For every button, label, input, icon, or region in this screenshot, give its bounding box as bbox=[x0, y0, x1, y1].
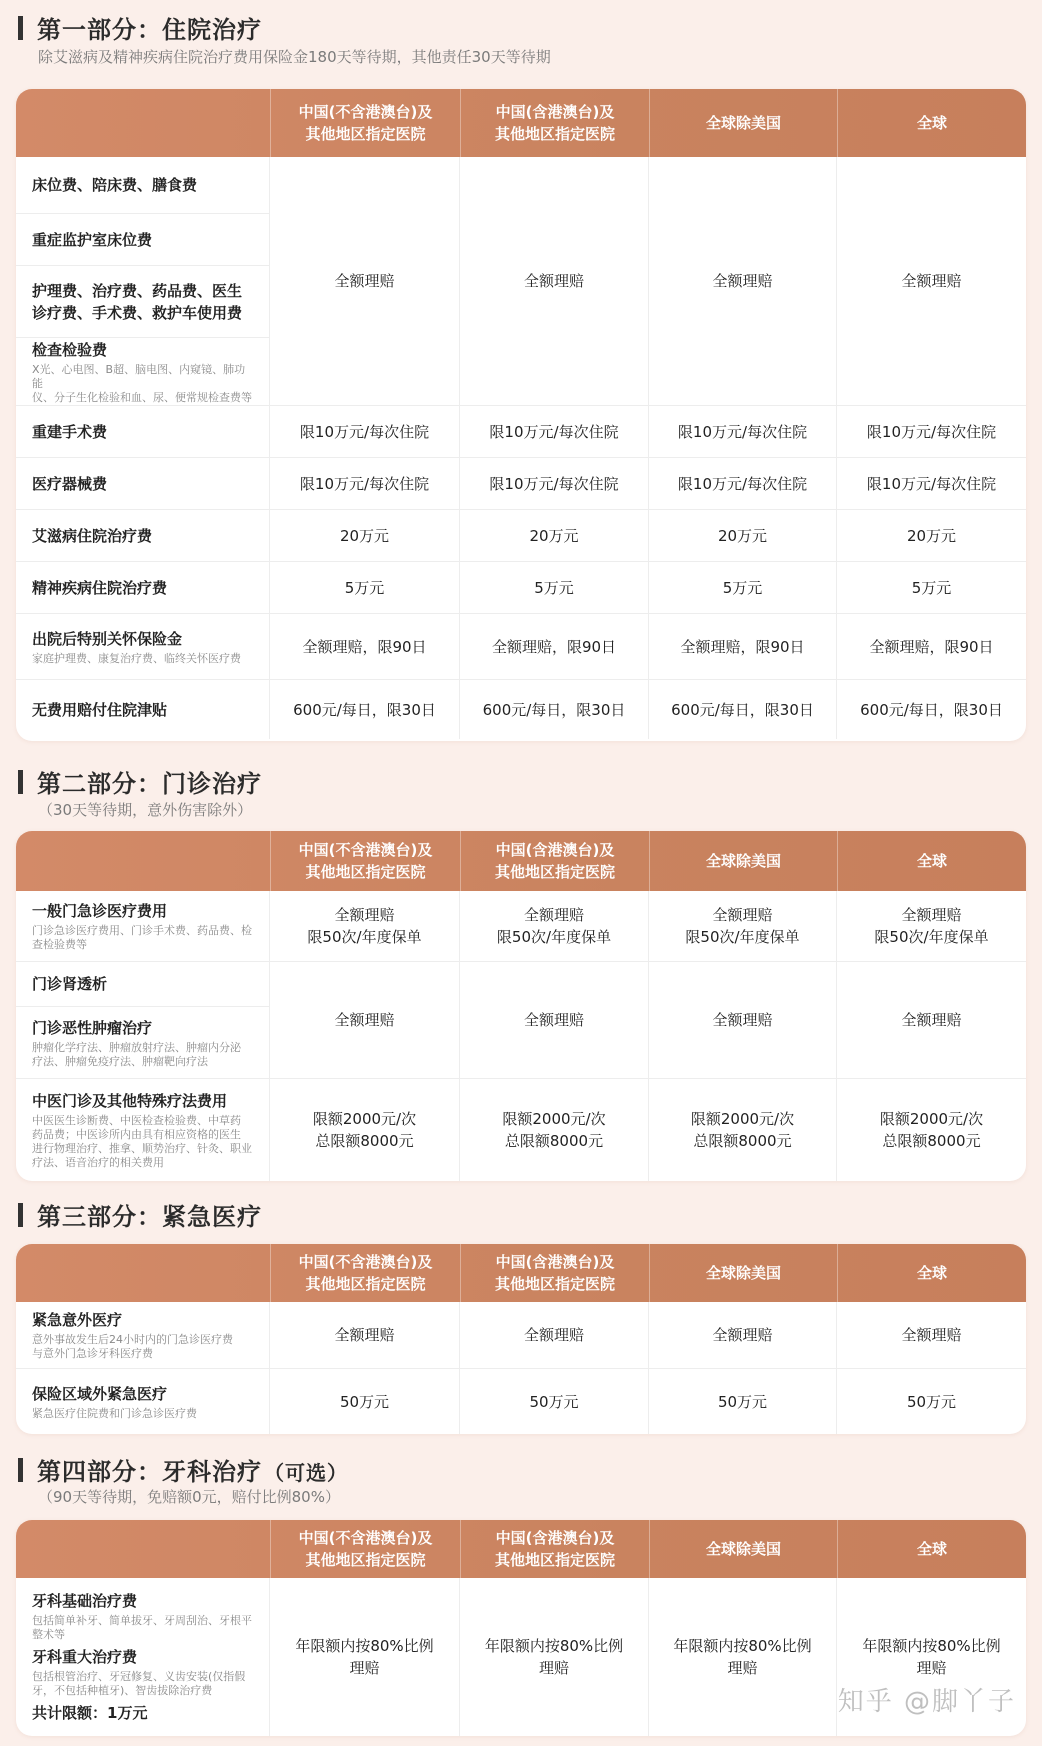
value-cell: 全额理赔 限50次/年度保单 bbox=[874, 906, 989, 946]
row-name: 重建手术费 bbox=[32, 422, 108, 441]
value-cell: 600元/每日，限30日 bbox=[460, 680, 649, 739]
value-cell: 限10万元/每次住院 bbox=[866, 422, 997, 441]
value-cell: 限10万元/每次住院 bbox=[866, 474, 997, 493]
row-name: 保险区域外紧急医疗 bbox=[32, 1384, 168, 1403]
row-name: 无费用赔付住院津贴 bbox=[32, 700, 168, 719]
value-cell: 5万元 bbox=[649, 562, 837, 613]
title-bar bbox=[18, 16, 23, 40]
section3-title-text: 第三部分：紧急医疗 bbox=[37, 1203, 262, 1231]
value-cell: 全额理赔 bbox=[270, 962, 460, 1078]
table-row bbox=[16, 1368, 1026, 1434]
header-col-2: 中国(含港澳台)及 其他地区指定医院 bbox=[460, 1244, 649, 1302]
section1-table bbox=[16, 89, 1026, 741]
row-desc: 意外事故发生后24小时内的门急诊医疗费 与意外门急诊牙科医疗费 bbox=[32, 1333, 233, 1360]
header-col-4: 全球 bbox=[837, 1244, 1026, 1302]
row-desc: 紧急医疗住院费和门诊急诊医疗费 bbox=[32, 1406, 197, 1420]
table-header bbox=[16, 1244, 1026, 1302]
row-desc: X光、心电图、B超、脑电图、内窥镜、肺功能 仪、分子生化检验和血、尿、便常规检查费等 bbox=[32, 362, 252, 404]
value-cell: 全额理赔 bbox=[270, 157, 460, 405]
header-col-4: 全球 bbox=[837, 89, 1026, 157]
section4-title bbox=[18, 1452, 348, 1487]
value-cell: 全额理赔 限50次/年度保单 bbox=[649, 891, 837, 961]
table-header bbox=[16, 1520, 1026, 1578]
header-col-1: 中国(不含港澳台)及 其他地区指定医院 bbox=[270, 89, 460, 157]
title-bar bbox=[18, 770, 23, 794]
value-cell: 20万元 bbox=[649, 510, 837, 561]
row-name: 艾滋病住院治疗费 bbox=[32, 526, 153, 545]
row-label bbox=[16, 1006, 269, 1078]
value-cell: 全额理赔，限90日 bbox=[869, 637, 994, 656]
value-cell: 全额理赔 bbox=[649, 157, 837, 405]
row-name: 中医门诊及其他特殊疗法费用 bbox=[32, 1092, 228, 1110]
value-cell: 限额2000元/次 总限额8000元 bbox=[879, 1110, 984, 1150]
value-cell: 全额理赔 bbox=[649, 962, 837, 1078]
value-cell: 全额理赔 bbox=[901, 1326, 962, 1344]
table-row bbox=[16, 1302, 1026, 1368]
section3-table bbox=[16, 1244, 1026, 1434]
value-cell: 50万元 bbox=[649, 1369, 837, 1434]
value-cell: 600元/每日，限30日 bbox=[860, 700, 1003, 719]
group-row-inpatient bbox=[16, 157, 1026, 405]
row-desc: 家庭护理费、康复治疗费、临终关怀医疗费 bbox=[32, 651, 241, 665]
value-cell: 限10万元/每次住院 bbox=[270, 406, 460, 457]
section2-table bbox=[16, 831, 1026, 1181]
value-cell: 全额理赔 bbox=[901, 272, 962, 290]
header-col-2: 中国(含港澳台)及 其他地区指定医院 bbox=[460, 89, 649, 157]
row-label bbox=[16, 265, 269, 337]
row-desc: 包括简单补牙、简单拔牙、牙周刮治、牙根平 整术等 bbox=[32, 1614, 252, 1641]
row-name: 紧急意外医疗 bbox=[32, 1311, 123, 1329]
value-cell: 全额理赔 bbox=[649, 1302, 837, 1368]
table-row bbox=[16, 613, 1026, 679]
section1-title-text: 第一部分：住院治疗 bbox=[37, 16, 262, 44]
row-name: 精神疾病住院治疗费 bbox=[32, 578, 168, 597]
value-cell: 限10万元/每次住院 bbox=[460, 406, 649, 457]
section4-subtitle: （90天等待期，免赔额0元，赔付比例80%） bbox=[38, 1488, 340, 1506]
row-name: 医疗器械费 bbox=[32, 474, 108, 493]
title-bar bbox=[18, 1458, 23, 1482]
dental-total-limit: 共计限额：1万元 bbox=[32, 1704, 148, 1722]
table-header bbox=[16, 831, 1026, 891]
row-name: 检查检验费 bbox=[32, 340, 108, 359]
row-label bbox=[16, 157, 269, 213]
row-label bbox=[16, 213, 269, 265]
table-row bbox=[16, 679, 1026, 739]
value-cell: 20万元 bbox=[270, 510, 460, 561]
row-desc: 门诊急诊医疗费用、门诊手术费、药品费、检 查检验费等 bbox=[32, 924, 252, 951]
value-cell: 限10万元/每次住院 bbox=[649, 406, 837, 457]
value-cell: 全额理赔，限90日 bbox=[649, 614, 837, 679]
table-row bbox=[16, 457, 1026, 509]
row-desc: 肿瘤化学疗法、肿瘤放射疗法、肿瘤内分泌 疗法、肿瘤免疫疗法、肿瘤靶向疗法 bbox=[32, 1040, 241, 1068]
table-row bbox=[16, 405, 1026, 457]
section1-title bbox=[18, 10, 262, 45]
row-desc: 包括根管治疗、牙冠修复、义齿安装(仅指假 牙，不包括种植牙)、智齿拔除治疗费 bbox=[32, 1670, 246, 1697]
row-label bbox=[16, 337, 269, 405]
value-cell: 年限额内按80%比例 理赔 bbox=[862, 1637, 1001, 1677]
value-cell: 50万元 bbox=[270, 1369, 460, 1434]
value-cell: 全额理赔，限90日 bbox=[460, 614, 649, 679]
header-col-3: 全球除美国 bbox=[649, 89, 837, 157]
row-name: 床位费、陪床费、膳食费 bbox=[32, 176, 198, 194]
row-name: 出院后特别关怀保险金 bbox=[32, 629, 183, 648]
section4-title-optional: （可选） bbox=[264, 1461, 348, 1485]
watermark: 知乎 @脚丫子 bbox=[837, 1687, 1016, 1717]
section2-title-text: 第二部分：门诊治疗 bbox=[37, 770, 262, 798]
value-cell: 限额2000元/次 总限额8000元 bbox=[270, 1079, 460, 1181]
header-col-2: 中国(含港澳台)及 其他地区指定医院 bbox=[460, 831, 649, 891]
value-cell: 全额理赔 限50次/年度保单 bbox=[270, 891, 460, 961]
value-cell: 全额理赔 bbox=[460, 1302, 649, 1368]
header-blank bbox=[16, 1244, 270, 1302]
value-cell: 全额理赔 bbox=[901, 1011, 962, 1029]
row-name: 护理费、治疗费、药品费、医生 诊疗费、手术费、救护车使用费 bbox=[32, 281, 243, 322]
value-cell: 5万元 bbox=[911, 578, 952, 597]
value-cell: 20万元 bbox=[906, 526, 957, 545]
header-blank bbox=[16, 1520, 270, 1578]
header-col-1: 中国(不含港澳台)及 其他地区指定医院 bbox=[270, 1244, 460, 1302]
value-cell: 年限额内按80%比例 理赔 bbox=[270, 1578, 460, 1736]
row-label bbox=[16, 962, 269, 1006]
header-col-4: 全球 bbox=[837, 1520, 1026, 1578]
value-cell: 全额理赔 bbox=[270, 1302, 460, 1368]
value-cell: 50万元 bbox=[460, 1369, 649, 1434]
header-blank bbox=[16, 89, 270, 157]
value-cell: 5万元 bbox=[460, 562, 649, 613]
value-cell: 限额2000元/次 总限额8000元 bbox=[460, 1079, 649, 1181]
header-col-4: 全球 bbox=[837, 831, 1026, 891]
value-cell: 5万元 bbox=[270, 562, 460, 613]
section3-title bbox=[18, 1197, 262, 1232]
header-col-3: 全球除美国 bbox=[649, 1520, 837, 1578]
table-header bbox=[16, 89, 1026, 157]
row-name: 牙科重大治疗费 bbox=[32, 1648, 138, 1666]
value-cell: 600元/每日，限30日 bbox=[270, 680, 460, 739]
table-row bbox=[16, 891, 1026, 961]
header-blank bbox=[16, 831, 270, 891]
header-col-2: 中国(含港澳台)及 其他地区指定医院 bbox=[460, 1520, 649, 1578]
section2-subtitle: （30天等待期，意外伤害除外） bbox=[38, 801, 253, 819]
row-name: 门诊恶性肿瘤治疗 bbox=[32, 1018, 153, 1037]
value-cell: 600元/每日，限30日 bbox=[649, 680, 837, 739]
row-desc: 中医医生诊断费、中医检查检验费、中草药 药品费；中医诊所内由具有相应资格的医生 进行物理治疗、推拿、顺势治疗、针灸、职业 疗法、语音治疗的相关费用 bbox=[32, 1114, 252, 1169]
header-col-1: 中国(不含港澳台)及 其他地区指定医院 bbox=[270, 1520, 460, 1578]
header-col-3: 全球除美国 bbox=[649, 1244, 837, 1302]
table-row bbox=[16, 1078, 1026, 1181]
section1-subtitle: 除艾滋病及精神疾病住院治疗费用保险金180天等待期，其他责任30天等待期 bbox=[38, 48, 551, 66]
value-cell: 全额理赔，限90日 bbox=[270, 614, 460, 679]
table-row bbox=[16, 561, 1026, 613]
value-cell: 全额理赔 限50次/年度保单 bbox=[460, 891, 649, 961]
row-name: 一般门急诊医疗费用 bbox=[32, 902, 168, 920]
value-cell: 限额2000元/次 总限额8000元 bbox=[649, 1079, 837, 1181]
row-name: 牙科基础治疗费 bbox=[32, 1592, 138, 1610]
value-cell: 限10万元/每次住院 bbox=[270, 458, 460, 509]
value-cell: 20万元 bbox=[460, 510, 649, 561]
group-row-outpatient bbox=[16, 961, 1026, 1078]
value-cell: 限10万元/每次住院 bbox=[649, 458, 837, 509]
value-cell: 年限额内按80%比例 理赔 bbox=[649, 1578, 837, 1736]
table-row bbox=[16, 509, 1026, 561]
value-cell: 全额理赔 bbox=[460, 962, 649, 1078]
value-cell: 限10万元/每次住院 bbox=[460, 458, 649, 509]
header-col-1: 中国(不含港澳台)及 其他地区指定医院 bbox=[270, 831, 460, 891]
section4-title-text: 第四部分：牙科治疗 bbox=[37, 1458, 262, 1486]
value-cell: 50万元 bbox=[906, 1392, 957, 1411]
value-cell: 年限额内按80%比例 理赔 bbox=[460, 1578, 649, 1736]
row-name: 重症监护室床位费 bbox=[32, 230, 153, 249]
row-name: 门诊肾透析 bbox=[32, 975, 108, 993]
title-bar bbox=[18, 1203, 23, 1227]
value-cell: 全额理赔 bbox=[460, 157, 649, 405]
header-col-3: 全球除美国 bbox=[649, 831, 837, 891]
section2-title bbox=[18, 764, 262, 799]
